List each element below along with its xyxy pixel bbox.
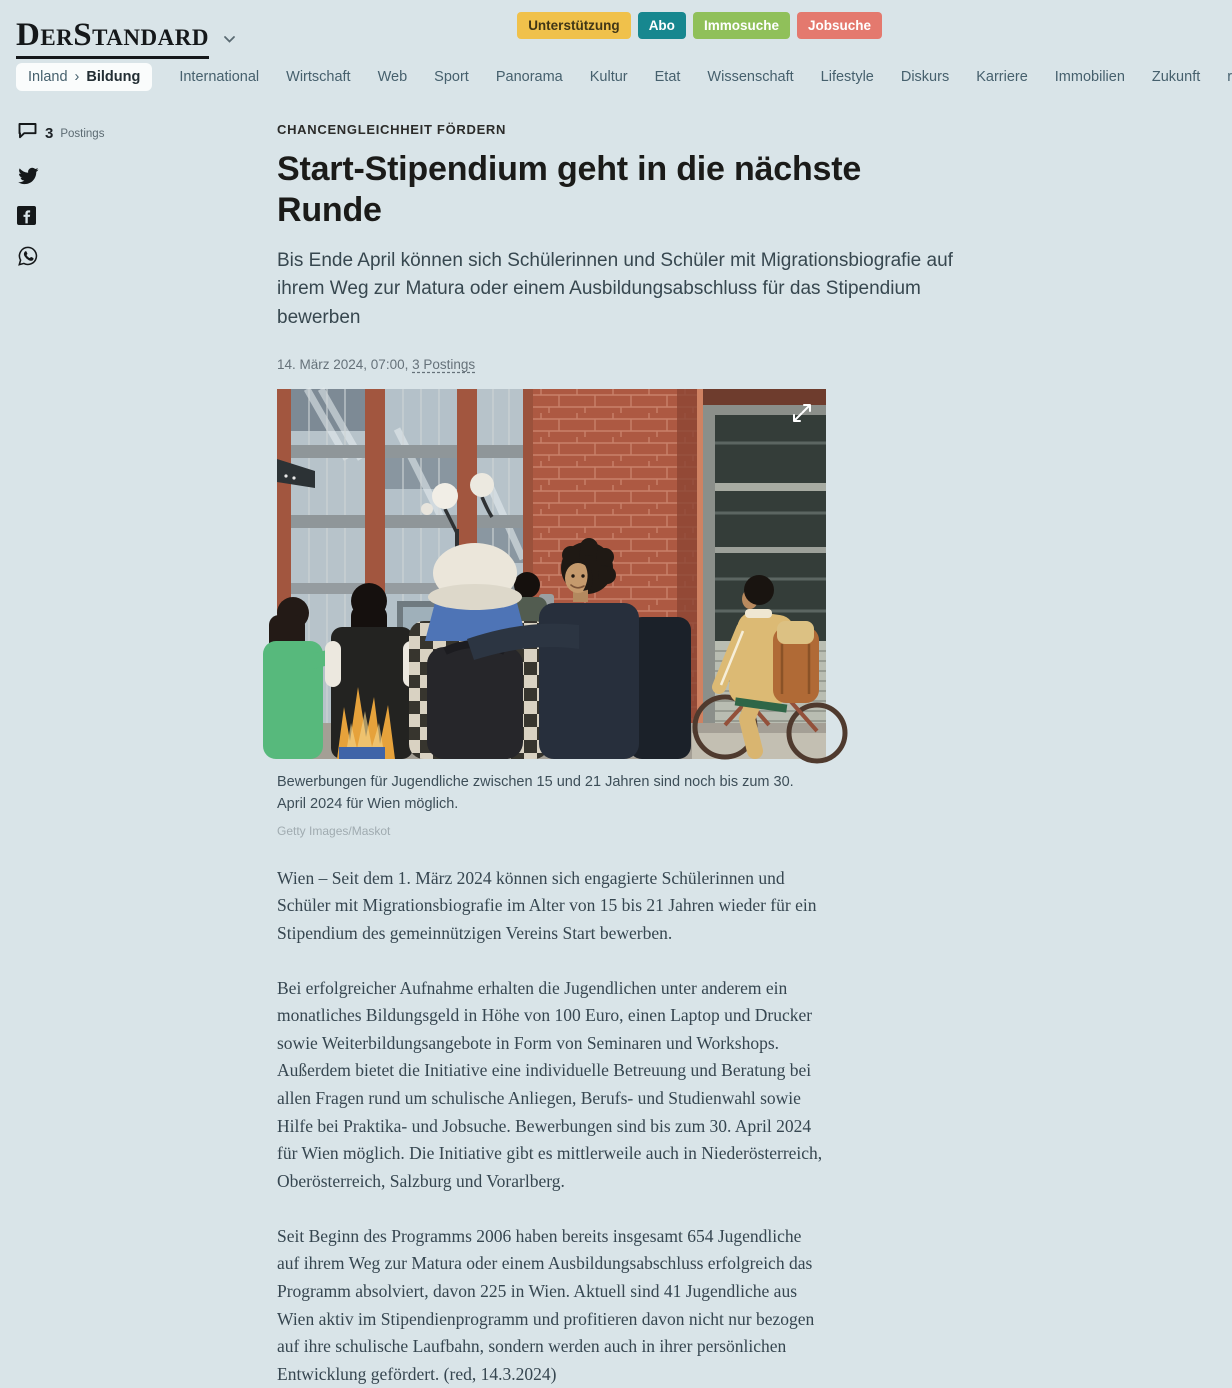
nav-item[interactable]: Kultur (589, 69, 628, 85)
article-kicker: CHANCENGLEICHHEIT FÖRDERN (277, 122, 507, 137)
whatsapp-icon[interactable] (17, 245, 39, 272)
article-paragraph: Seit Beginn des Programms 2006 haben bereits insgesamt 654 Jugendliche auf ihrem Weg zur Matura oder einem Ausbildungsabschluss erfolgreich das Programm absolviert, davon 225 in Wien. Aktuell sind 41 Jugendliche aus Wien aktiv im Stipendienprogramm und profitieren davon nicht nur bezogen auf ihre schulische Laufbahn, sondern werden auch in ihrer persönlichen Entwicklung gefördert. (red, 14.3.2024) (277, 1225, 815, 1384)
article-photo[interactable] (277, 389, 826, 759)
postings-label: Postings (60, 128, 105, 140)
facebook-icon[interactable] (17, 206, 39, 230)
image-caption: Bewerbungen für Jugendliche zwischen 15 und 21 Jahren sind noch bis zum 30. April 2024 für Wien möglich. (277, 774, 794, 812)
nav-item[interactable]: Sport (434, 69, 469, 85)
logo-text[interactable]: DerStandard (16, 20, 209, 59)
article-paragraph: Bei erfolgreicher Aufnahme erhalten die Jugendlichen unter anderem ein monatliches Bildungsgeld in Höhe von 100 Euro, einen Laptop und Drucker sowie Weiterbildungsangebote in Form von Seminaren und Workshops. Außerdem bietet die Initiative eine individuelle Betreuung und Beratung bei allen Fragen rund um schulische Anliegen, Berufs- und Studienwahl sowie Hilfe bei Praktika- und Jobsuche. Bewerbungen sind bis zum 30. April 2024 für Wien möglich. Die Initiative gibt es mittlerweile auch in Niederösterreich, Oberösterreich, Salzburg und Vorarlberg. (277, 977, 823, 1191)
promo-button[interactable]: Abo (638, 12, 686, 39)
article (277, 122, 1007, 1388)
share-rail (0, 122, 277, 1388)
postings-count-link[interactable] (17, 122, 277, 144)
nav-item[interactable]: Zukunft (1151, 69, 1201, 85)
masthead (0, 0, 1024, 53)
promo-buttons (517, 12, 882, 39)
promo-button[interactable]: Immosuche (693, 12, 790, 39)
nav-active-breadcrumb[interactable] (16, 63, 152, 91)
article-dateline (277, 357, 1007, 372)
breadcrumb-separator: › (74, 69, 80, 85)
forum-bubble-icon (17, 122, 38, 144)
article-subtitle: Bis Ende April können sich Schülerinnen und Schüler mit Migrationsbiografie auf ihrem Weg zur Matura oder einem Ausbildungsabschluss für das Stipendium bewerben (277, 249, 953, 328)
nav-item[interactable]: r (1227, 69, 1232, 85)
article-figure (277, 389, 826, 838)
nav-item[interactable]: Karriere (976, 69, 1028, 85)
article-paragraph: Wien – Seit dem 1. März 2024 können sich engagierte Schülerinnen und Schüler mit Migrationsbiografie im Alter von 15 bis 21 Jahren wieder für ein Stipendium des gemeinnützigen Vereins Start bewerben. (277, 867, 817, 943)
image-credit: Getty Images/Maskot (277, 823, 391, 838)
publish-date: 14. März 2024, 07:00, (277, 357, 409, 373)
nav-item[interactable]: Wirtschaft (286, 69, 351, 85)
photo-illustration (277, 389, 826, 759)
twitter-icon[interactable] (17, 167, 39, 191)
chevron-down-icon[interactable] (223, 31, 236, 59)
nav-item[interactable]: Web (377, 69, 408, 85)
nav-item[interactable]: Etat (654, 69, 681, 85)
expand-image-button[interactable] (790, 401, 814, 425)
nav-item[interactable]: Wissenschaft (707, 69, 794, 85)
postings-count: 3 (45, 124, 54, 142)
nav-item[interactable]: Lifestyle (820, 69, 874, 85)
article-body (277, 865, 826, 1388)
article-headline: Start-Stipendium geht in die nächste Runde (277, 150, 862, 229)
nav-item[interactable]: Diskurs (900, 69, 950, 85)
nav-item[interactable]: Panorama (495, 69, 563, 85)
nav-item[interactable]: International (179, 69, 260, 85)
nav-section-label: Inland (28, 69, 68, 85)
main-nav (0, 60, 1232, 94)
logo[interactable] (16, 17, 236, 59)
main-area (0, 122, 1024, 1388)
postings-link[interactable]: 3 Postings (412, 357, 476, 373)
nav-subsection-label: Bildung (86, 69, 141, 85)
promo-button[interactable]: Jobsuche (797, 12, 882, 39)
promo-button[interactable]: Unterstützung (517, 12, 631, 39)
nav-item[interactable]: Immobilien (1054, 69, 1125, 85)
